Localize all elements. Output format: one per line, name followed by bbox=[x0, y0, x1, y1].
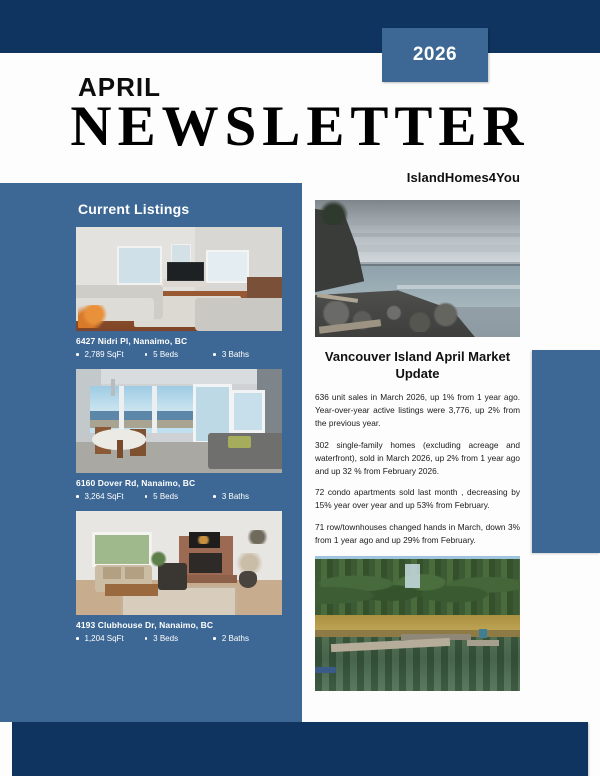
listing-specs bbox=[76, 492, 282, 501]
spec-label: 3,264 SqFt bbox=[84, 492, 124, 501]
bullet-icon bbox=[145, 637, 148, 640]
spec-beds bbox=[145, 634, 214, 643]
accent-block-right bbox=[532, 350, 600, 553]
bullet-icon bbox=[213, 353, 216, 356]
spec-label: 5 Beds bbox=[153, 350, 179, 359]
bullet-icon bbox=[213, 495, 216, 498]
sidebar-title: Current Listings bbox=[78, 201, 190, 217]
coastline-photo bbox=[315, 200, 520, 337]
listing-photo-1 bbox=[76, 227, 282, 331]
spec-beds bbox=[145, 492, 214, 501]
article-paragraph: 302 single-family homes (excluding acreage and waterfront), sold in March 2026, up 2% from 1 year ago and up 32 % from February 2026. bbox=[315, 439, 520, 476]
article-body bbox=[315, 391, 520, 547]
listing-specs bbox=[76, 350, 282, 359]
spec-label: 1,204 SqFt bbox=[84, 634, 124, 643]
year-badge bbox=[382, 28, 488, 82]
bullet-icon bbox=[76, 637, 79, 640]
brand-name: IslandHomes4You bbox=[406, 170, 520, 185]
list-item[interactable] bbox=[76, 369, 282, 501]
listings-sidebar bbox=[0, 183, 302, 722]
hero-photo bbox=[315, 200, 520, 337]
listing-photo-3 bbox=[76, 511, 282, 615]
page-title: NEWSLETTER bbox=[70, 95, 530, 158]
article-paragraph: 636 unit sales in March 2026, up 1% from 1 year ago. Year-over-year active listings were 3,776, up 2% from the previous year. bbox=[315, 392, 520, 428]
bullet-icon bbox=[145, 495, 148, 498]
listings-container bbox=[76, 227, 282, 653]
article-paragraph: 72 condo apartments sold last month , decreasing by 15% year over year and up 53% from February. bbox=[315, 487, 520, 511]
spec-label: 3 Baths bbox=[221, 492, 249, 501]
bullet-icon bbox=[213, 637, 216, 640]
list-item[interactable] bbox=[76, 227, 282, 359]
bullet-icon bbox=[76, 353, 79, 356]
listing-address: 6160 Dover Rd, Nanaimo, BC bbox=[76, 478, 196, 488]
month-label: APRIL bbox=[78, 72, 161, 102]
spec-baths bbox=[213, 634, 282, 643]
article-title: Vancouver Island April Market Update bbox=[324, 349, 511, 381]
lake-forest-photo bbox=[315, 556, 520, 691]
bullet-icon bbox=[76, 495, 79, 498]
listing-photo-2 bbox=[76, 369, 282, 473]
dining-room-photo bbox=[76, 369, 282, 473]
listing-address: 4193 Clubhouse Dr, Nanaimo, BC bbox=[76, 620, 214, 630]
article-column bbox=[315, 200, 520, 691]
spec-label: 2 Baths bbox=[221, 634, 249, 643]
spec-sqft bbox=[76, 634, 145, 643]
footer-band bbox=[12, 722, 588, 776]
fireplace-room-photo bbox=[76, 511, 282, 615]
year-label: 2026 bbox=[412, 44, 458, 65]
spec-sqft bbox=[76, 492, 145, 501]
list-item[interactable] bbox=[76, 511, 282, 643]
header-band bbox=[0, 0, 600, 53]
bullet-icon bbox=[145, 353, 148, 356]
living-room-photo bbox=[76, 227, 282, 331]
listing-address: 6427 Nidri Pl, Nanaimo, BC bbox=[76, 336, 188, 346]
spec-baths bbox=[213, 492, 282, 501]
spec-label: 3 Baths bbox=[221, 350, 249, 359]
spec-label: 5 Beds bbox=[153, 492, 179, 501]
spec-label: 3 Beds bbox=[153, 634, 179, 643]
spec-baths bbox=[213, 350, 282, 359]
nature-photo bbox=[315, 556, 520, 691]
spec-sqft bbox=[76, 350, 145, 359]
article-paragraph: 71 row/townhouses changed hands in March, down 3% from 1 year ago and up 29% from February. bbox=[315, 522, 520, 545]
listing-specs bbox=[76, 634, 282, 643]
spec-beds bbox=[145, 350, 214, 359]
spec-label: 2,789 SqFt bbox=[84, 350, 124, 359]
